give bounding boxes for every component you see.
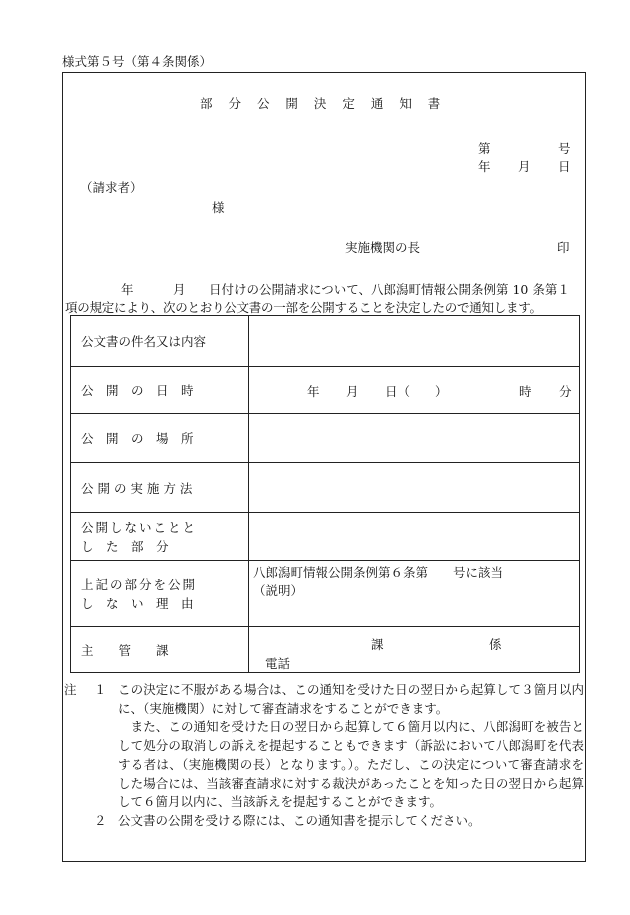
location-label: 公 開 の 場 所 (71, 414, 249, 463)
row-datetime (71, 367, 580, 414)
reason-line1: 八郎潟町情報公開条例第６条第 号に該当 (253, 565, 504, 580)
note-1 (64, 681, 584, 812)
section-ka: 課 (371, 636, 384, 652)
row-location (71, 414, 580, 463)
note-2-text: 公文書の公開を受ける際には、この通知書を提示してください。 (118, 812, 481, 828)
datetime-tsuki: 月 (346, 384, 359, 399)
document-name-label: 公文書の件名又は内容 (71, 316, 249, 367)
undisclosed-label-line2: し た 部 分 (81, 538, 169, 554)
datetime-ji: 時 (519, 384, 532, 399)
row-method (71, 463, 580, 513)
seal-mark: 印 (557, 240, 570, 255)
undisclosed-value (249, 513, 580, 561)
note-mark: 注 (64, 682, 77, 697)
datetime-value (249, 367, 580, 414)
note-1-paragraph-2: また、この通知を受けた日の翌日から起算して６箇月以内に、八郎潟町を被告として処分の取消しの訴えを提起することもできます（訴訟において八郎潟町を代表する者は、（実施機関の長）となります。）。ただし、この決定について審査請求をした場合には、当該審査請求に対する裁決があったことを知った日の翌日から起算して６箇月以内に、当該訴えを提起することができます。 (118, 719, 584, 810)
intro-line2: 項の規定により、次のとおり公文書の一部を公開することを決定したので通知します。 (65, 300, 542, 315)
intro-line1: 日付けの公開請求について、八郎潟町情報公開条例第 10 条第１ (209, 282, 570, 297)
note-1-number: １ (94, 682, 107, 697)
section-label: 主 管 課 (71, 627, 249, 673)
agency-head: 実施機関の長 (345, 240, 421, 255)
row-document-name (71, 316, 580, 367)
section-kakari: 係 (489, 636, 502, 652)
note-1-text (118, 681, 584, 812)
document-title: 部 分 公 開 決 定 通 知 書 (200, 96, 447, 111)
date-nen: 年 (478, 159, 491, 174)
reason-label (71, 561, 249, 627)
section-phone: 電話 (265, 655, 291, 671)
method-value (249, 463, 580, 513)
intro-tsuki: 月 (173, 282, 186, 297)
datetime-hi: 日（ ） (385, 384, 448, 399)
row-reason (71, 561, 580, 627)
row-section (71, 627, 580, 673)
number-dai: 第 (478, 141, 491, 156)
reason-label-line1: 上記の部分を公開 (81, 576, 198, 592)
datetime-nen: 年 (307, 384, 320, 399)
reason-label-line2: し な い 理 由 (81, 595, 194, 611)
date-tsuki: 月 (518, 159, 531, 174)
datetime-label: 公 開 の 日 時 (71, 367, 249, 414)
row-undisclosed (71, 513, 580, 561)
undisclosed-label-line1: 公開しないことと (81, 519, 198, 535)
reason-value (249, 561, 580, 627)
note-2 (64, 812, 584, 831)
requester-label: （請求者） (80, 180, 143, 195)
intro-nen: 年 (121, 282, 134, 297)
note-1-paragraph-1: この決定に不服がある場合は、この通知を受けた日の翌日から起算して３箇月以内に、（実施機関）に対して審査請求をすることができます。 (118, 682, 584, 716)
note-2-number: ２ (94, 812, 107, 828)
section-value (249, 627, 580, 673)
date-hi: 日 (558, 159, 571, 174)
undisclosed-label (71, 513, 249, 561)
location-value (249, 414, 580, 463)
honorific-sama: 様 (212, 200, 225, 215)
form-number: 様式第５号（第４条関係） (62, 54, 213, 69)
notes-section (64, 681, 584, 831)
number-go: 号 (558, 141, 571, 156)
disclosure-table (70, 315, 580, 673)
method-label: 公 開 の 実 施 方 法 (71, 463, 249, 513)
datetime-fun: 分 (559, 384, 572, 399)
reason-line2: （説明） (253, 583, 304, 598)
document-name-value (249, 316, 580, 367)
